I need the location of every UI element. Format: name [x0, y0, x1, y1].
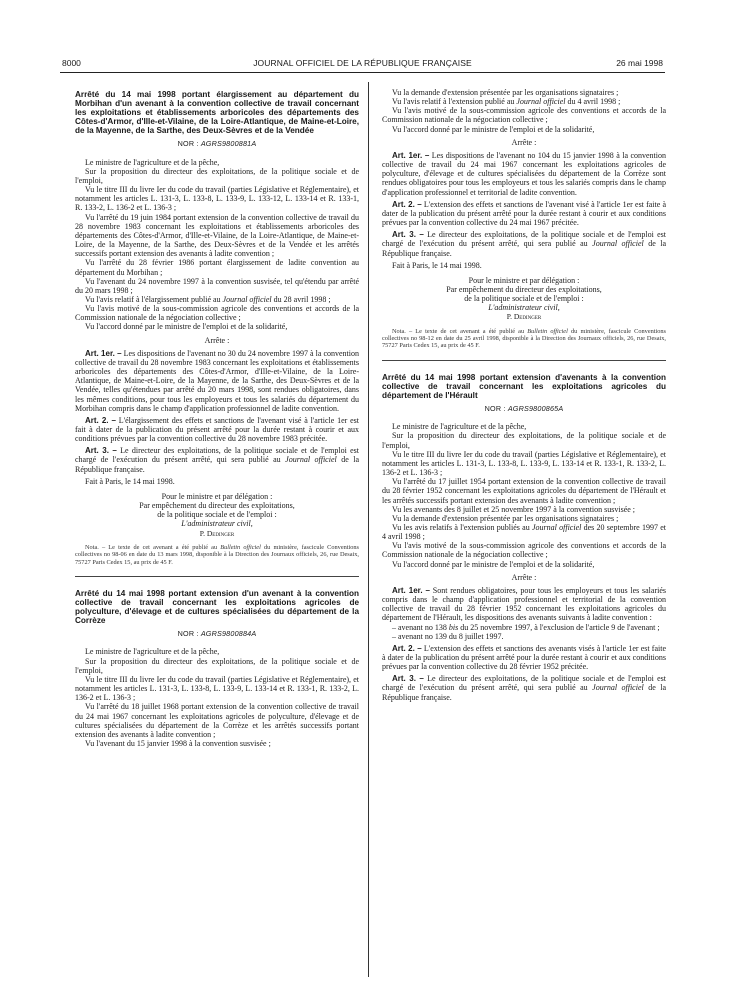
text-run: des 20 septembre 1997 et 4 avril 1998 ;: [382, 522, 666, 542]
signature-title: L'administrateur civil,: [488, 303, 560, 313]
section-separator: [382, 360, 666, 361]
journal-ref: Journal officiel: [285, 455, 337, 465]
decree-correze-continued: [382, 88, 666, 350]
article-3: [382, 674, 666, 701]
paragraph: [382, 523, 666, 541]
journal-ref: Journal officiel: [592, 239, 644, 249]
decree-correze: [75, 589, 359, 748]
text-run: Nota. – Le texte de cet avenant a été publié au: [85, 543, 221, 551]
nor-prefix: NOR :: [177, 139, 201, 149]
paragraph: Vu le titre III du livre Ier du code du travail (parties Législative et Réglementaire), et notamment les articles L. 131-3, L. 133-8, L. 133-9, L. 133-12, L. 133-14 et R. 133-1, R. 133-2, L. 136-2 et L. 136-3 ;: [75, 185, 359, 213]
decree-title: Arrêté du 14 mai 1998 portant extension d'avenants à la convention collective de travail concernant les exploitations agricoles du département de l'Hérault: [382, 372, 666, 400]
paragraph: Vu le titre III du livre Ier du code du travail (parties Législative et Réglementaire), et notamment les articles L. 131-3, L. 133-8, L. 133-9, L. 133-14 et R. 133-1, R. 133-2, L. 136-2 et L. 136-3 ;: [382, 449, 666, 478]
nota: [75, 544, 359, 566]
paragraph: Vu l'arrêté du 17 juillet 1954 portant extension de la convention collective de travail du 28 février 1952 concernant les exploitations agricoles du département de l'Hérault et les arrêtés successifs portant extension des avenants à ladite convention ;: [382, 477, 666, 505]
nor-reference: [382, 404, 666, 413]
nor-code: AGRS9800884A: [200, 629, 257, 639]
paragraph: Vu la demande d'extension présentée par les organisations signataires ;: [392, 88, 619, 97]
signature-line: Pour le ministre et par délégation :: [161, 491, 273, 501]
article-text: L'extension des effets et sanctions de l'avenant visé à l'article 1er est faite à dater de la publication du présent arrêté pour la durée restant à courir et aux conditions prévues par la convention collective du 24 mai 1967 précitée.: [382, 199, 667, 228]
article-text: Les dispositions de l'avenant no 30 du 24 novembre 1997 à la convention collective de travail du 28 novembre 1983 concernant les exploitations et établissements arboricoles des départements des Côtes-d'Armor, d'Ille-et-Vilaine, de la Loire-Atlantique, de Maine-et-Loire, de la Mayenne, de la Sarthe, des Deux-Sèvres et de la Vendée, telles qu'étendues par arrêté du 20 mars 1998, sont rendues obligatoires, dans les mêmes conditions, pour tous les employeurs et tous les salariés du département du Morbihan compris dans le champ d'application professionnel de ladite convention.: [75, 348, 359, 413]
signature-line: Par empêchement du directeur des exploitations,: [139, 501, 295, 511]
article-2: [382, 200, 666, 227]
bulletin-ref: Bulletin officiel: [220, 543, 261, 551]
journal-ref: Journal officiel: [592, 683, 644, 693]
article-label: Art. 2. –: [85, 415, 116, 425]
article-label: Art. 1er. –: [392, 150, 430, 160]
decree-morbihan: [75, 90, 359, 566]
paragraph: Vu l'avenant du 24 novembre 1997 à la convention susvisée, tel qu'étendu par arrêté du 20 mars 1998 ;: [75, 276, 359, 295]
paragraph: Le ministre de l'agriculture et de la pêche,: [392, 422, 527, 432]
arrete-heading: Arrête :: [204, 335, 230, 345]
text-run: – avenant no 138: [392, 622, 449, 632]
article-label: Art. 1er. –: [392, 585, 431, 595]
paragraph: Vu l'accord donné par le ministre de l'emploi et de la solidarité,: [392, 124, 595, 134]
text-run: du 25 novembre 1997, à l'exclusion de l'article 9 de l'avenant ;: [458, 622, 660, 632]
signature-date: Fait à Paris, le 14 mai 1998.: [85, 476, 175, 486]
article-text: L'élargissement des effets et sanctions de l'avenant visé à l'article 1er est fait à dater de la publication du présent arrêté pour la durée restant à courir et aux conditions prévues par la convention collective du 28 novembre 1983 précitée.: [75, 415, 359, 444]
article-text: Les dispositions de l'avenant no 104 du 15 janvier 1998 à la convention collective de travail du 24 mai 1967 concernant les exploitations agricoles de polyculture, d'élevage et de cultures spécialisées du département de la Corrèze sont rendues obligatoires pour tous les employeurs et tous les salariés compris dans le champ d'application professionnel et territorial de ladite convention.: [382, 150, 666, 197]
journal-ref: Journal officiel: [222, 294, 272, 304]
paragraph: Vu l'arrêté du 19 juin 1984 portant extension de la convention collective de travail du 28 novembre 1983 concernant les exploitations et établissements arboricoles des départements des Côtes-d'Armor, d'Ille-et-Vilaine, de la Loire-Atlantique, de Maine-et-Loire, de la Mayenne, de la Sarthe, des Deux-Sèvres et de la Vendée et les arrêtés successifs portant extension des avenants à ladite convention ;: [75, 212, 359, 259]
article-3: [382, 230, 666, 257]
paragraph: Le ministre de l'agriculture et de la pêche,: [85, 157, 220, 167]
decree-herault: [382, 373, 666, 702]
article-1: [382, 151, 666, 197]
paragraph: Sur la proposition du directeur des exploitations, de la politique sociale et de l'emploi,: [382, 431, 666, 450]
right-column: [382, 88, 666, 702]
paragraph: Vu l'arrêté du 18 juillet 1968 portant extension de la convention collective de travail du 24 mai 1967 concernant les exploitations agricoles de polyculture, d'élevage et de cultures spécialisées du département de la Corrèze et les arrêtés successifs portant extension des avenants à ladite convention ;: [75, 702, 359, 739]
text-run: du 4 avril 1998 ;: [565, 97, 621, 107]
bulletin-ref: Bulletin officiel: [527, 327, 568, 335]
nor-code: AGRS9800881A: [200, 139, 257, 149]
list-item: – avenant no 139 du 8 juillet 1997.: [392, 631, 504, 641]
signatory-name: P. Dedinger: [199, 528, 235, 538]
article-1: [382, 586, 666, 623]
article-3: [75, 446, 359, 473]
article-2: [75, 416, 359, 443]
nor-prefix: NOR :: [177, 629, 201, 639]
article-text: Sont rendues obligatoires, pour tous les employeurs et tous les salariés compris dans le champ d'application professionnel et territorial de la convention collective de travail du 28 février 1952 concernant les exploitations agricoles du département de l'Hérault, les dispositions des avenants suivants à ladite convention :: [382, 585, 667, 623]
issue-date: 26 mai 1998: [616, 58, 663, 68]
article-label: Art. 3. –: [392, 230, 424, 240]
signature-line: de la politique sociale et de l'emploi :: [464, 294, 584, 304]
article-1: [75, 349, 359, 413]
paragraph: Vu les avenants des 8 juillet et 25 novembre 1997 à la convention susvisée ;: [392, 504, 636, 514]
column-divider: [368, 82, 369, 977]
paragraph: Vu l'avis motivé de la sous-commission agricole des conventions et accords de la Commission nationale de la négociation collective ;: [382, 106, 666, 125]
signatory-name: P. Dedinger: [506, 312, 542, 322]
page-header: [60, 56, 665, 73]
article-label: Art. 3. –: [85, 446, 117, 456]
nor-reference: [75, 629, 359, 638]
text-run: Nota. – Le texte de cet avenant a été publié au: [392, 327, 528, 335]
article-text: Le directeur des exploitations, de la politique sociale et de l'emploi est chargé de l'exécution du présent arrêté, qui sera publié au: [75, 446, 359, 465]
nota: [382, 328, 666, 350]
signature-line: Pour le ministre et par délégation :: [468, 275, 580, 285]
text-run: Vu l'avis relatif à l'extension publié au: [392, 97, 517, 107]
article-label: Art. 1er. –: [85, 348, 122, 358]
arrete-heading: Arrête :: [511, 137, 537, 147]
nor-reference: [75, 139, 359, 148]
section-separator: [75, 576, 359, 577]
article-text: Le directeur des exploitations, de la politique sociale et de l'emploi est chargé de l'exécution du présent arrêté, qui sera publié au: [382, 230, 666, 249]
nor-prefix: NOR :: [484, 404, 508, 414]
article-text: de la République française.: [382, 683, 667, 702]
paragraph: Vu l'avenant du 15 janvier 1998 à la convention susvisée ;: [85, 739, 271, 749]
paragraph: Vu l'avis motivé de la sous-commission agricole des conventions et accords de la Commission nationale de la négociation collective ;: [75, 304, 359, 323]
signature-title: L'administrateur civil,: [181, 519, 253, 529]
paragraph: Vu l'accord donné par le ministre de l'emploi et de la solidarité,: [392, 559, 595, 569]
arrete-heading: Arrête :: [511, 572, 537, 582]
article-label: Art. 3. –: [392, 674, 424, 684]
decree-title: Arrêté du 14 mai 1998 portant extension d'un avenant à la convention collective de travail concernant les exploitations agricoles de polyculture, d'élevage et de cultures spécialisées du département de la Corrèze: [75, 588, 359, 626]
list-item: [382, 623, 666, 632]
text-run: Vu l'avis relatif à l'élargissement publié au: [85, 294, 223, 304]
text-run: Vu les avis relatifs à l'extension publiés au: [392, 522, 532, 532]
signature-date: Fait à Paris, le 14 mai 1998.: [392, 260, 482, 270]
signature-line: de la politique sociale et de l'emploi :: [157, 510, 277, 520]
signature-line: Par empêchement du directeur des exploitations,: [446, 284, 602, 294]
paragraph: Vu l'arrêté du 28 février 1986 portant élargissement de ladite convention au département du Morbihan ;: [75, 258, 359, 277]
article-text: de la République française.: [75, 455, 360, 474]
decree-title: Arrêté du 14 mai 1998 portant élargissement au département du Morbihan d'un avenant à la convention collective de travail concernant les exploitations et établissements arboricoles des départements des Côtes-d'Armor, d'Ille-et-Vilaine, de la Loire-Atlantique, de Maine-et-Loire, de la Mayenne, de la Sarthe, des Deux-Sèvres et de la Vendée: [75, 90, 359, 136]
article-text: Le directeur des exploitations, de la politique sociale et de l'emploi est chargé de l'exécution du présent arrêté, qui sera publié au: [382, 674, 666, 693]
paragraph: Vu l'accord donné par le ministre de l'emploi et de la solidarité,: [85, 322, 288, 332]
article-text: de la République française.: [382, 239, 667, 258]
journal-ref: Journal officiel: [531, 522, 582, 532]
left-column: [75, 90, 359, 748]
article-label: Art. 2. –: [392, 199, 422, 209]
text-run: du 28 avril 1998 ;: [271, 294, 331, 304]
article-2: [382, 644, 666, 671]
paragraph: Sur la proposition du directeur des exploitations, de la politique sociale et de l'emploi,: [75, 656, 359, 675]
article-label: Art. 2. –: [392, 643, 422, 653]
text-run: bis: [448, 622, 459, 632]
paragraph: Vu la demande d'extension présentée par les organisations signataires ;: [392, 513, 619, 523]
paragraph: Sur la proposition du directeur des exploitations, de la politique sociale et de l'emploi,: [75, 166, 359, 185]
nor-code: AGRS9800865A: [507, 404, 564, 414]
paragraph: Le ministre de l'agriculture et de la pêche,: [85, 647, 220, 657]
article-text: L'extension des effets et sanctions des avenants visés à l'article 1er est faite à dater de la publication du présent arrêté pour la durée restant à courir et aux conditions prévues par la convention collective du 28 février 1952 précitée.: [382, 643, 667, 672]
paragraph: Vu le titre III du livre Ier du code du travail (parties Législative et Réglementaire), et notamment les articles L. 131-3, L. 133-8, L. 133-9, L. 133-14 et R. 133-1, R. 133-2, L. 136-2 et L. 136-3 ;: [75, 674, 359, 703]
journal-ref: Journal officiel: [516, 97, 566, 107]
page-number: 8000: [62, 58, 81, 68]
text-run: du ministère, fascicule Conventions collectives no 98-06 en date du 13 mars 1998, disponible à la Direction des Journaux officiels, 26, rue Desaix, 75727 Paris Cedex 15, au prix de 45 F.: [75, 543, 360, 566]
paragraph: [75, 295, 359, 304]
text-run: du ministère, fascicule Conventions collectives no 98-12 en date du 25 avril 1998, disponible à la Direction des Journaux officiels, 26, rue Desaix, 75727 Paris Cedex 15, au prix de 45 F.: [382, 327, 667, 350]
paragraph: Vu l'avis motivé de la sous-commission agricole des conventions et accords de la Commission nationale de la négociation collective ;: [382, 541, 666, 560]
journal-title: JOURNAL OFFICIEL DE LA RÉPUBLIQUE FRANÇAISE: [253, 58, 472, 68]
paragraph: [382, 97, 666, 106]
